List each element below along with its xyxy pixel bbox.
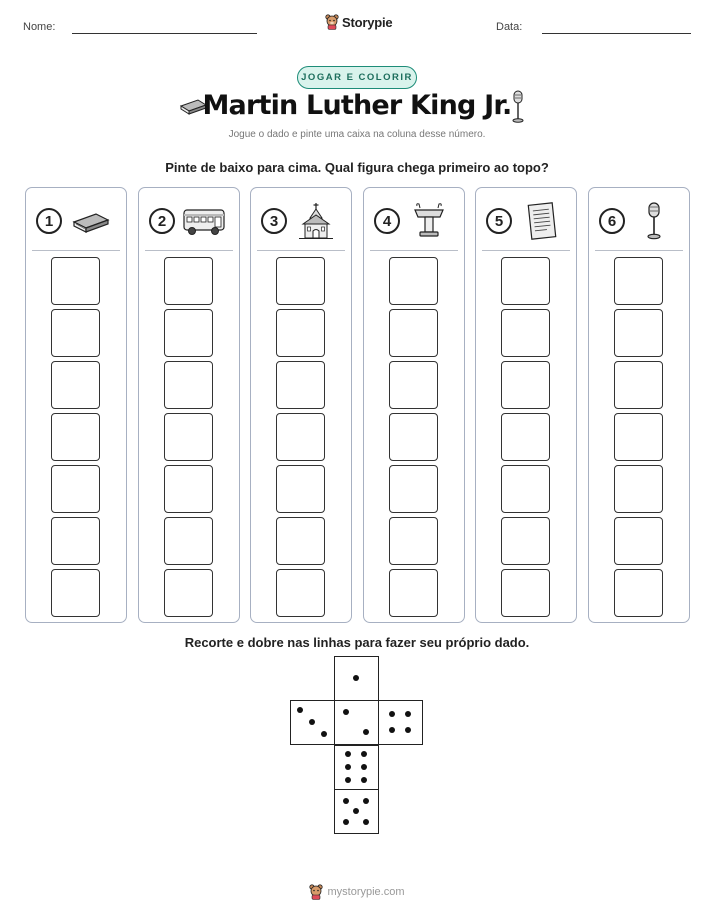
column-header (36, 202, 118, 240)
column-number: 2 (149, 208, 175, 234)
book-icon (70, 202, 112, 240)
column-number: 5 (486, 208, 512, 234)
die-pip (321, 731, 327, 737)
die-pip (343, 709, 349, 715)
color-box[interactable] (276, 257, 325, 305)
column-header (261, 202, 343, 240)
color-box[interactable] (501, 309, 550, 357)
color-box[interactable] (164, 309, 213, 357)
subtitle: Jogue o dado e pinte uma caixa na coluna desse número. (228, 129, 486, 140)
column-divider (145, 250, 233, 251)
page-title: Martin Luther King Jr. (202, 90, 512, 121)
color-box[interactable] (276, 413, 325, 461)
name-label: Nome: (23, 21, 56, 33)
date-line (542, 33, 691, 34)
column-1 (25, 187, 127, 623)
color-box[interactable] (614, 569, 663, 617)
color-box[interactable] (501, 569, 550, 617)
bus-icon (183, 202, 225, 240)
microphone-icon (633, 202, 675, 240)
die-face-2 (334, 700, 379, 745)
column-header (599, 202, 681, 240)
die-pip (363, 819, 369, 825)
column-number: 4 (374, 208, 400, 234)
date-label: Data: (496, 21, 523, 33)
color-box[interactable] (51, 309, 100, 357)
name-line (72, 33, 257, 34)
die-pip (345, 764, 351, 770)
die-pip (405, 711, 411, 717)
color-box[interactable] (501, 465, 550, 513)
column-divider (32, 250, 120, 251)
color-box[interactable] (51, 413, 100, 461)
column-divider (482, 250, 570, 251)
die-pip (405, 727, 411, 733)
column-divider (370, 250, 458, 251)
color-box[interactable] (51, 569, 100, 617)
column-5 (475, 187, 577, 623)
column-divider (257, 250, 345, 251)
color-box[interactable] (276, 569, 325, 617)
die-pip (361, 777, 367, 783)
footer (0, 884, 714, 900)
column-2 (138, 187, 240, 623)
title-row (0, 88, 714, 130)
die-pip (309, 719, 315, 725)
column-header (486, 202, 568, 240)
microphone-icon (509, 90, 527, 124)
column-header (149, 202, 231, 240)
color-box[interactable] (164, 413, 213, 461)
die-face-5 (334, 789, 379, 834)
column-6 (588, 187, 690, 623)
die-face-1 (334, 656, 379, 701)
die-pip (353, 808, 359, 814)
color-box[interactable] (614, 361, 663, 409)
die-pip (361, 751, 367, 757)
color-box[interactable] (614, 257, 663, 305)
die-face-6 (334, 745, 379, 790)
podium-icon (408, 202, 450, 240)
die-face-4 (378, 700, 423, 745)
color-box[interactable] (51, 517, 100, 565)
die-pip (345, 751, 351, 757)
activity-badge: JOGAR E COLORIR (297, 66, 417, 89)
color-box[interactable] (614, 517, 663, 565)
color-box[interactable] (51, 257, 100, 305)
color-box[interactable] (389, 517, 438, 565)
color-box[interactable] (389, 465, 438, 513)
instruction-text: Pinte de baixo para cima. Qual figura chega primeiro ao topo? (165, 160, 549, 175)
column-number: 3 (261, 208, 287, 234)
die-pip (389, 727, 395, 733)
die-pip (363, 729, 369, 735)
color-box[interactable] (614, 465, 663, 513)
document-icon (520, 202, 562, 240)
color-box[interactable] (164, 517, 213, 565)
column-divider (595, 250, 683, 251)
color-box[interactable] (501, 361, 550, 409)
column-4 (363, 187, 465, 623)
color-box[interactable] (276, 309, 325, 357)
column-number: 1 (36, 208, 62, 234)
color-box[interactable] (276, 517, 325, 565)
color-box[interactable] (614, 413, 663, 461)
bear-icon (325, 14, 339, 30)
die-pip (353, 675, 359, 681)
die-face-3 (290, 700, 335, 745)
color-box[interactable] (389, 257, 438, 305)
die-pip (361, 764, 367, 770)
brand-logo (325, 14, 392, 30)
brand-name: Storypie (342, 14, 393, 30)
color-box[interactable] (51, 465, 100, 513)
column-3 (250, 187, 352, 623)
color-box[interactable] (389, 361, 438, 409)
die-pip (363, 798, 369, 804)
color-box[interactable] (389, 413, 438, 461)
die-pip (297, 707, 303, 713)
die-pip (343, 819, 349, 825)
church-icon (295, 202, 337, 240)
column-header (374, 202, 456, 240)
worksheet-header (0, 0, 714, 40)
color-box[interactable] (164, 361, 213, 409)
color-box[interactable] (501, 257, 550, 305)
footer-url: mystorypie.com (327, 886, 405, 898)
color-box[interactable] (276, 465, 325, 513)
die-pip (343, 798, 349, 804)
color-box[interactable] (51, 361, 100, 409)
die-pip (345, 777, 351, 783)
color-box[interactable] (164, 569, 213, 617)
bear-icon (309, 884, 323, 900)
color-box[interactable] (501, 517, 550, 565)
color-box[interactable] (164, 257, 213, 305)
color-box[interactable] (164, 465, 213, 513)
die-pip (389, 711, 395, 717)
cut-instruction: Recorte e dobre nas linhas para fazer seu próprio dado. (184, 635, 530, 650)
color-box[interactable] (276, 361, 325, 409)
color-box[interactable] (614, 309, 663, 357)
color-box[interactable] (389, 569, 438, 617)
color-box[interactable] (389, 309, 438, 357)
color-box[interactable] (501, 413, 550, 461)
column-number: 6 (599, 208, 625, 234)
